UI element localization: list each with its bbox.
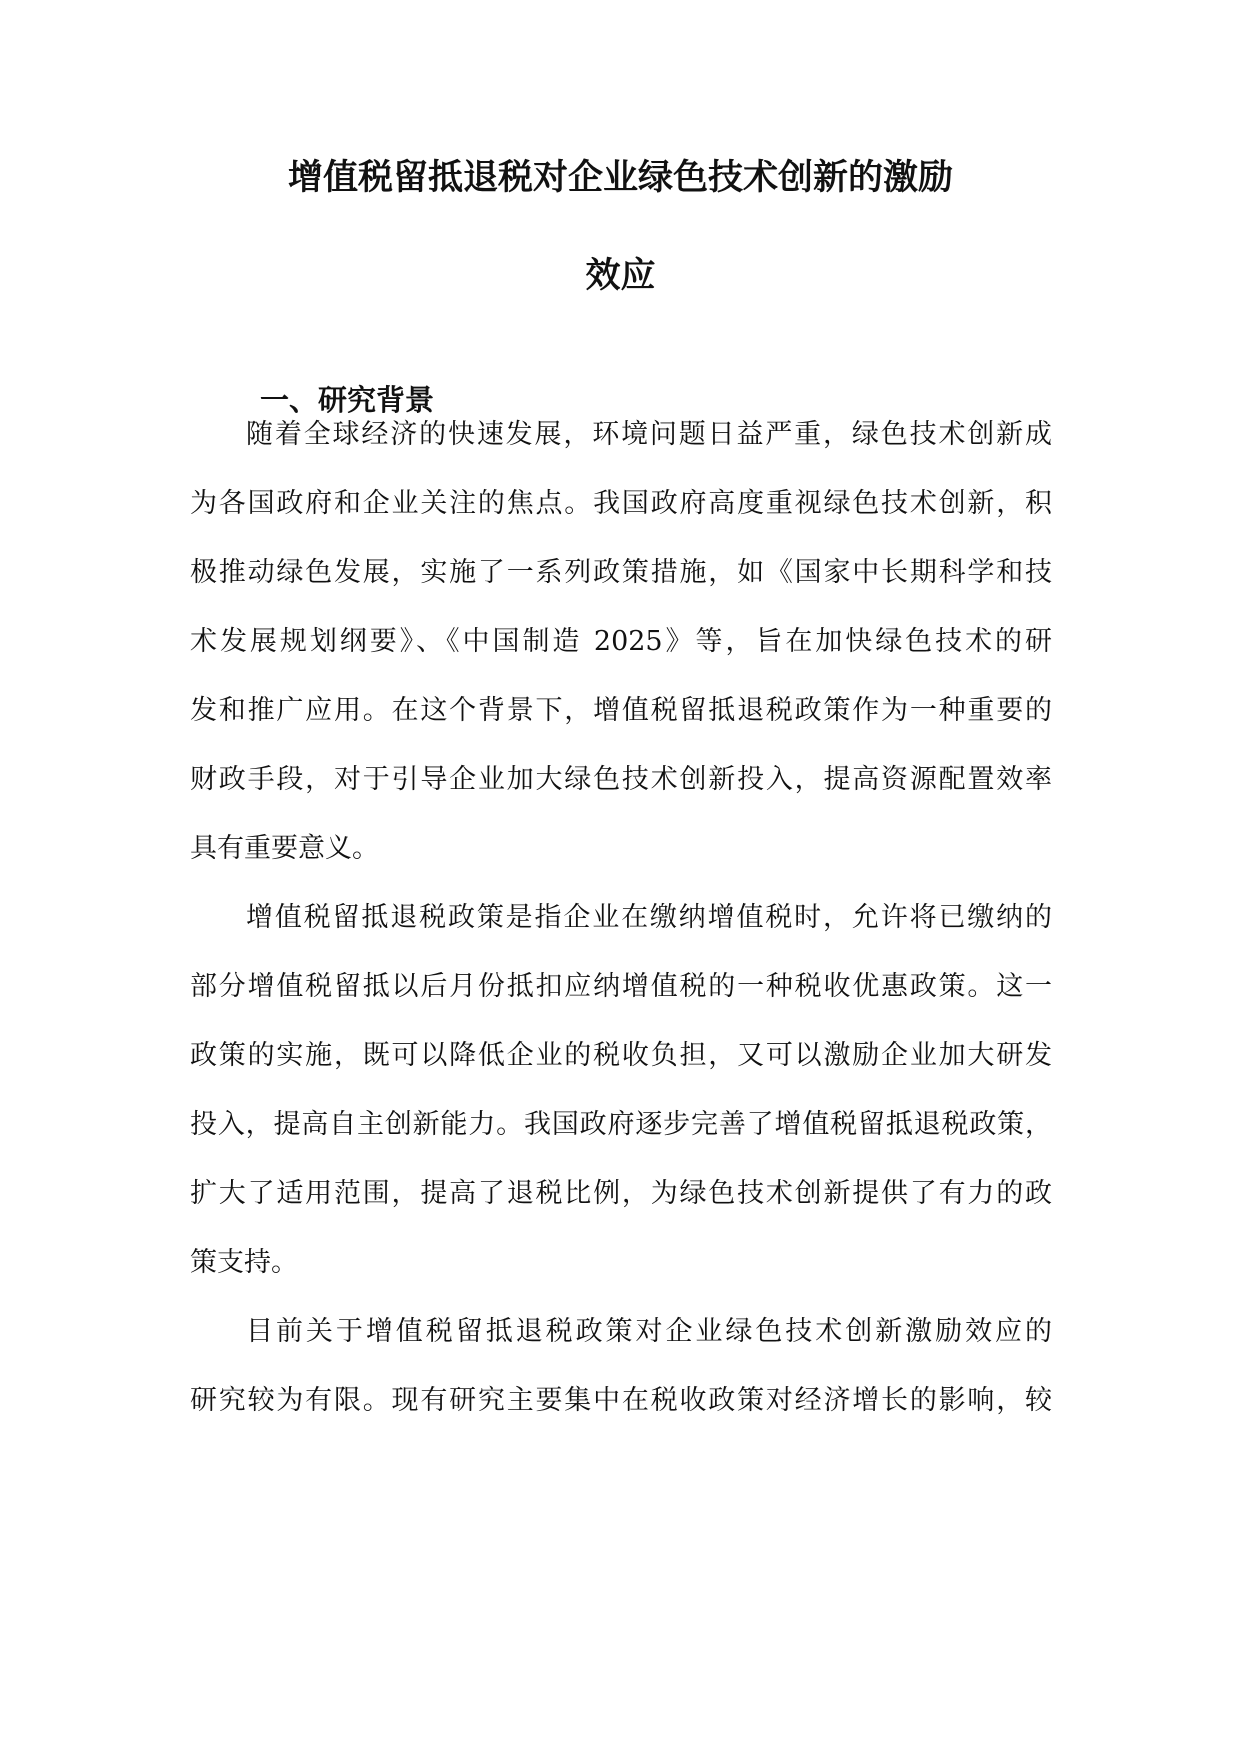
paragraph-line: 财政手段，对于引导企业加大绿色技术创新投入，提高资源配置效率 bbox=[190, 764, 1052, 795]
paragraph-line: 目前关于增值税留抵退税政策对企业绿色技术创新激励效应的 bbox=[246, 1316, 1052, 1347]
paragraph-line: 部分增值税留抵以后月份抵扣应纳增值税的一种税收优惠政策。这一 bbox=[190, 971, 1052, 1002]
paragraph-line: 极推动绿色发展，实施了一系列政策措施，如《国家中长期科学和技 bbox=[190, 557, 1052, 588]
paragraph-line: 研究较为有限。现有研究主要集中在税收政策对经济增长的影响，较 bbox=[190, 1385, 1052, 1416]
paragraph-line: 增值税留抵退税政策是指企业在缴纳增值税时，允许将已缴纳的 bbox=[246, 902, 1052, 933]
section-heading: 一、研究背景 bbox=[260, 383, 435, 417]
paragraph-line: 为各国政府和企业关注的焦点。我国政府高度重视绿色技术创新，积 bbox=[190, 488, 1052, 519]
paragraph-line: 术发展规划纲要》、《中国制造 2025》等，旨在加快绿色技术的研 bbox=[190, 626, 1052, 657]
document-title-line-1: 增值税留抵退税对企业绿色技术创新的激励 bbox=[287, 158, 953, 198]
paragraph-line: 发和推广应用。在这个背景下，增值税留抵退税政策作为一种重要的 bbox=[190, 695, 1052, 726]
paragraph-line: 投入，提高自主创新能力。我国政府逐步完善了增值税留抵退税政策， bbox=[190, 1109, 1052, 1140]
paragraph-line: 扩大了适用范围，提高了退税比例，为绿色技术创新提供了有力的政 bbox=[190, 1178, 1052, 1209]
document-title-line-2: 效应 bbox=[585, 256, 656, 296]
paragraph-line: 具有重要意义。 bbox=[190, 833, 379, 864]
paragraph-line: 策支持。 bbox=[190, 1247, 298, 1278]
paragraph-line: 随着全球经济的快速发展，环境问题日益严重，绿色技术创新成 bbox=[246, 419, 1052, 450]
paragraph-line: 政策的实施，既可以降低企业的税收负担，又可以激励企业加大研发 bbox=[190, 1040, 1052, 1071]
